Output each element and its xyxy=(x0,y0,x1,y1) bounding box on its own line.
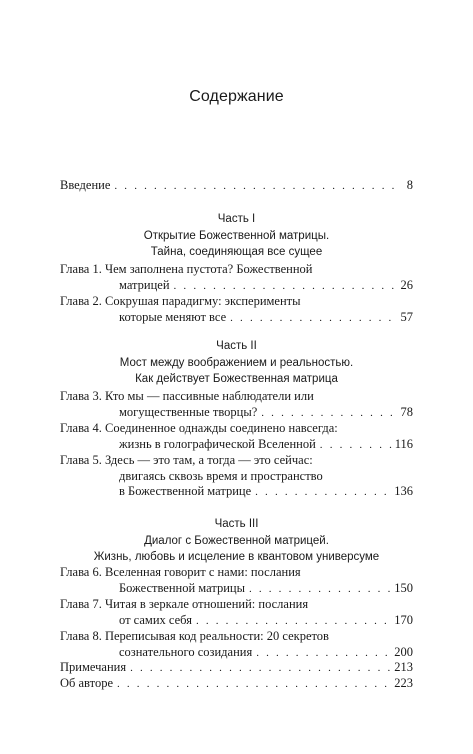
page-number: 8 xyxy=(406,178,413,192)
page-number: 223 xyxy=(394,676,413,690)
part-label: Часть III xyxy=(214,518,259,530)
page-number: 78 xyxy=(400,404,413,419)
chapter-title-line: матрицей xyxy=(119,277,170,292)
page-number: 116 xyxy=(394,436,413,451)
part-label: Часть I xyxy=(217,213,256,225)
page-number: 200 xyxy=(394,644,413,659)
toc-entry-chapter-2[interactable] xyxy=(60,294,413,326)
entry-title: Об авторе xyxy=(60,676,113,690)
chapter-number: Глава 8. xyxy=(60,629,102,643)
part-title: Диалог с Божественной матрицей. xyxy=(144,534,329,547)
chapter-title-line: сознательного созидания xyxy=(119,644,253,659)
part-subtitle: Тайна, соединяющая все сущее xyxy=(150,246,323,258)
part-title: Открытие Божественной матрицы. xyxy=(143,229,330,242)
toc-entry-about-author[interactable] xyxy=(60,676,413,693)
dot-leader xyxy=(255,485,391,501)
toc-entry-chapter-8[interactable] xyxy=(60,629,413,661)
dot-leader xyxy=(230,311,396,327)
chapter-title-line: Здесь — это там, а тогда — это сейчас: xyxy=(104,453,313,467)
dot-leader xyxy=(174,279,396,295)
dot-leader xyxy=(256,646,391,662)
page-number: 150 xyxy=(394,580,413,595)
chapter-number: Глава 3. xyxy=(60,389,102,403)
part-subtitle: Жизнь, любовь и исцеление в квантовом универсуме xyxy=(93,551,380,563)
chapter-title-line: жизнь в голографической Вселенной xyxy=(119,436,316,451)
toc-entry-chapter-4[interactable] xyxy=(60,421,413,453)
chapter-title-line: Кто мы — пассивные наблюдатели или xyxy=(104,389,314,403)
chapter-title-line: которые меняют все xyxy=(119,309,227,324)
chapter-number: Глава 5. xyxy=(60,453,102,467)
toc-entry-chapter-3[interactable] xyxy=(60,389,413,421)
dot-leader xyxy=(261,406,396,422)
page-number: 57 xyxy=(400,309,413,324)
chapter-title-line: в Божественной матрице xyxy=(119,484,252,498)
toc-entry-chapter-6[interactable] xyxy=(60,565,413,597)
chapter-title-line: Божественной матрицы xyxy=(119,580,245,595)
dot-leader xyxy=(114,179,396,195)
dot-leader xyxy=(320,438,392,454)
chapter-title-line: Переписывая код реальности: 20 секретов xyxy=(104,629,329,643)
page-number: 170 xyxy=(394,612,413,627)
page-number: 136 xyxy=(394,484,413,498)
chapter-title-line: Чем заполнена пустота? Божественной xyxy=(104,262,313,276)
toc-entry-notes[interactable] xyxy=(60,660,413,677)
toc-entry-chapter-1[interactable] xyxy=(60,262,413,294)
page-title: Содержание xyxy=(189,88,284,105)
chapter-number: Глава 7. xyxy=(60,597,102,611)
part-subtitle: Как действует Божественная матрица xyxy=(135,373,338,385)
page-number: 26 xyxy=(400,277,413,292)
chapter-title-line: двигаясь сквозь время и пространство xyxy=(119,468,323,483)
dot-leader xyxy=(117,677,391,693)
chapter-title-line: Сокрушая парадигму: эксперименты xyxy=(104,294,301,308)
chapter-number: Глава 4. xyxy=(60,421,102,435)
toc-entry-intro[interactable] xyxy=(60,178,413,195)
part-title: Мост между воображением и реальностью. xyxy=(119,356,354,369)
chapter-number: Глава 6. xyxy=(60,565,102,579)
chapter-title-line: Соединенное однажды соединено навсегда: xyxy=(104,421,338,435)
entry-title: Введение xyxy=(60,178,111,192)
dot-leader xyxy=(249,582,391,598)
chapter-title-line: Читая в зеркале отношений: послания xyxy=(104,597,309,611)
chapter-number: Глава 1. xyxy=(60,262,102,276)
dot-leader xyxy=(130,661,391,677)
toc-entry-chapter-7[interactable] xyxy=(60,597,413,629)
part-heading-3 xyxy=(60,516,413,566)
part-heading-2 xyxy=(60,338,413,388)
part-label: Часть II xyxy=(216,340,257,352)
dot-leader xyxy=(196,614,391,630)
chapter-title-line: Вселенная говорит с нами: послания xyxy=(104,565,301,579)
page-number: 213 xyxy=(394,660,413,674)
chapter-number: Глава 2. xyxy=(60,294,102,308)
entry-title: Примечания xyxy=(60,660,127,674)
toc-entry-chapter-5[interactable] xyxy=(60,453,413,501)
part-heading-1 xyxy=(60,211,413,261)
chapter-title-line: могущественные творцы? xyxy=(119,404,258,419)
chapter-title-line: от самих себя xyxy=(119,612,192,627)
